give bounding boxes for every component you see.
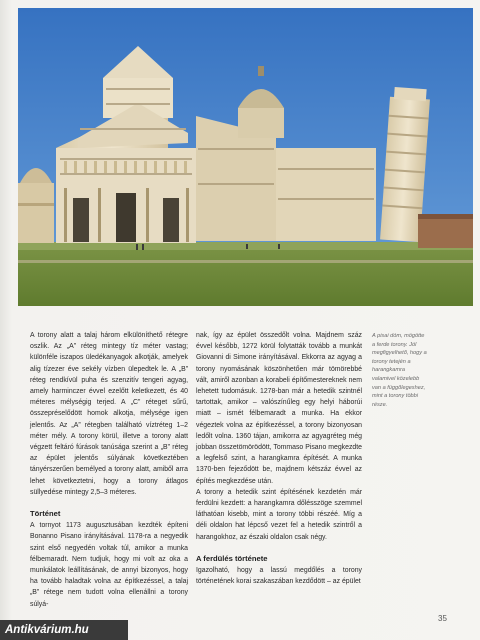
photo-caption: A pisai dóm, mögötte a ferde torony. Jól megfigyelhető, hogy a torony tetején a harangkamra valamivel közelebb van a függőlegeshez, mint a torony többi része. bbox=[372, 333, 427, 408]
heading-tortenet: Történet bbox=[30, 509, 61, 519]
page-number: 35 bbox=[438, 614, 447, 623]
paragraph-history: A tornyot 1173 augusztusában kezdték építeni Bonanno Pisano irányításával. 1178-ra a negyedik szint első negyedén voltak túl, amikor a munka félbemaradt. Nem tudjuk, hogy mi volt az oka a munkálatok leállításának, de annyi bizonyos, hogy ha tovább haladtak volna az építkezéssel, a talaj „B” rétege nem tudott volna ellenállni a torony súlyá- bbox=[30, 522, 188, 608]
paragraph-bell-chamber: A torony a hetedik szint építésének kezdetén már ferdülni kezdett: a harangkamra dőlésszöge szemmel láthatóan kisebb, mint a torony többi részéé. Míg a déli oldalon hat lépcső vezet fel a hetedik szintről a harangokhoz, az északi oldalon csak négy. bbox=[196, 488, 362, 541]
watermark-logo: Antikvárium.hu bbox=[0, 620, 128, 640]
paragraph-history-cont: nak, így az épület összedőlt volna. Majdnem száz évvel később, 1272 körül folytatták tovább a munkát Giovanni di Simone irányításával. Ekkorra az agyag a torony nyomásának köszönhetően már tömörebbé vált, amiről azonban a korabeli építőmestereknek nem lehetett tudomásuk. 1278-ban már a hetedik szintnél tartottak, amikor – valószínűleg egy helyi háborúi miatt – ismét félbemaradt a munka. Ha ekkor végeztek volna az építkezéssel, a torony bizonyosan ledőlt volna. 1360 tájan, amikorra az agyagréteg még jobban összetömörödött, Tommaso Pisano megkezdte a legfelső szint, a harangkamra építését. A munka 1370-ben fejeződött be, majdnem kétszáz évvel az építés megkezdése után. bbox=[196, 332, 362, 485]
paragraph-leaning: Igazolható, hogy a lassú megdőlés a torony történetének korai szakaszában kezdődött – az épület bbox=[196, 567, 362, 586]
text-column-right bbox=[196, 330, 362, 587]
paragraph-soil-layers: A torony alatt a talaj három elkülöníthető rétegre oszlik. Az „A” réteg mintegy tíz méter vastag; különféle iszapos üledékanyagok alkotják, amelyek alig tízezer éve sekély vízben ülepedtek le. A „B” réteg rendkívül puha és szenzitív tengeri agyag, amely harminczer évvel ezelőtt keletkezett, és 40 méteres mélységig terjed. A „C” réteget sűrű, összepréselődött homok alkotja, mélysége igen jelentős. Az „A” rétegben található víztréteg 1–2 méter mély. A torony körül, illetve a torony alatt végzett feltáró fúrások tanúsága szerint a „B” réteg az épület jelentős súlyának következtében tányérszerűen bemélyed a torony alatt, amiből arra lehet következtetni, hogy a torony átlagos süllyedése mintegy 2,5–3 méteres. bbox=[30, 332, 188, 496]
text-column-left bbox=[30, 330, 188, 610]
heading-ferdules: A ferdülés története bbox=[196, 553, 268, 563]
cathedral-photo bbox=[18, 8, 473, 306]
